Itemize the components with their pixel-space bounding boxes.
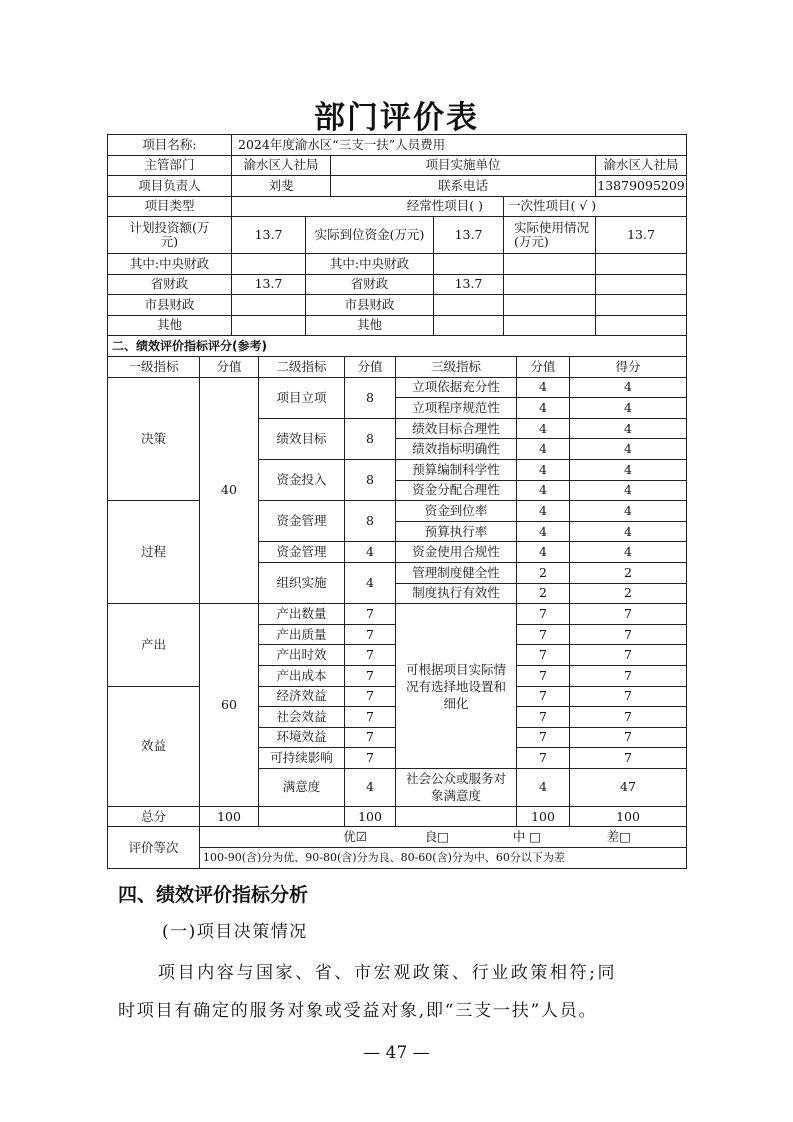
- l3-score: 4: [570, 501, 687, 522]
- l1-process: 过程: [108, 501, 200, 604]
- header-l1: 一级指标: [108, 357, 200, 378]
- central-label-2: 其中:中央财政: [306, 254, 434, 275]
- table-row: [108, 377, 687, 398]
- l2-name: 可持续影响: [259, 748, 345, 769]
- l3-value: 4: [517, 768, 570, 806]
- l2-name: 环境效益: [259, 727, 345, 748]
- l2-value: 7: [345, 727, 396, 748]
- empty-cell: [596, 274, 687, 295]
- l2-value: 8: [345, 377, 396, 418]
- l3-score: 4: [570, 521, 687, 542]
- l1-output: 产出: [108, 604, 200, 686]
- phone-value: 13879095209: [596, 176, 687, 197]
- city-value-1: [232, 295, 306, 316]
- central-label-1: 其中:中央财政: [108, 254, 232, 275]
- dept-label: 主管部门: [108, 155, 232, 176]
- section-4-title: 四、绩效评价指标分析: [118, 884, 309, 906]
- grade-label: 评价等次: [108, 827, 200, 868]
- l3-score: 7: [570, 727, 687, 748]
- l2-value: 7: [345, 748, 396, 769]
- empty-cell: [504, 315, 596, 336]
- table-row: [108, 155, 687, 176]
- paragraph-line-2: 时项目有确定的服务对象或受益对象,即“三支一扶”人员。: [118, 1001, 598, 1021]
- table-row: [108, 254, 687, 275]
- l2-value: 8: [345, 459, 396, 500]
- l2-name: 资金管理: [259, 542, 345, 563]
- empty-cell: [596, 254, 687, 275]
- l3-value: 4: [517, 542, 570, 563]
- l3-value: 7: [517, 686, 570, 707]
- l3-name: 绩效目标合理性: [396, 418, 517, 439]
- l2-name: 产出数量: [259, 604, 345, 625]
- l2-value: 7: [345, 604, 396, 625]
- l3-value: 4: [517, 377, 570, 398]
- l1-benefit: 效益: [108, 686, 200, 806]
- l3-score: 2: [570, 562, 687, 583]
- l3-score: 4: [570, 398, 687, 419]
- l3-score: 7: [570, 645, 687, 666]
- l3-score: 2: [570, 583, 687, 604]
- total-l1-value: 100: [200, 806, 259, 827]
- empty-cell: [504, 274, 596, 295]
- plan-value: 13.7: [232, 217, 306, 254]
- header-l3-value: 分值: [517, 357, 570, 378]
- l3-score: 7: [570, 686, 687, 707]
- l2-value: 7: [345, 665, 396, 686]
- grade-excellent[interactable]: 优☑: [343, 829, 368, 845]
- l3-value: 4: [517, 439, 570, 460]
- l3-value: 4: [517, 459, 570, 480]
- section-2-title: 二、绩效评价指标评分(参考): [108, 336, 687, 357]
- subsection-title: (一)项目决策情况: [162, 922, 308, 942]
- l3-value: 2: [517, 562, 570, 583]
- l2-value: 7: [345, 707, 396, 728]
- type-once: 一次性项目( √ ): [504, 196, 687, 217]
- l2-name: 组织实施: [259, 562, 345, 603]
- table-row: [108, 501, 687, 522]
- l3-name: 管理制度健全性: [396, 562, 517, 583]
- grade-good[interactable]: 良□: [424, 829, 449, 845]
- l3-value: 7: [517, 604, 570, 625]
- type-regular: 经常性项目( ): [232, 196, 504, 217]
- province-value-1: 13.7: [232, 274, 306, 295]
- l3-score: 7: [570, 624, 687, 645]
- l2-name: 社会效益: [259, 707, 345, 728]
- grade-row: [108, 827, 687, 848]
- empty-cell: [396, 806, 517, 827]
- l2-name: 资金投入: [259, 459, 345, 500]
- l3-score: 7: [570, 665, 687, 686]
- type-label: 项目类型: [108, 196, 232, 217]
- central-value-1: [232, 254, 306, 275]
- l3-value: 2: [517, 583, 570, 604]
- l1-decision: 决策: [108, 377, 200, 501]
- table-row: [108, 315, 687, 336]
- grade-poor[interactable]: 差□: [606, 829, 631, 845]
- l3-name: 制度执行有效性: [396, 583, 517, 604]
- l3-value: 7: [517, 665, 570, 686]
- l2-value: 7: [345, 686, 396, 707]
- other-label-1: 其他: [108, 315, 232, 336]
- project-name: 2024年度渝水区“三支一扶”人员费用: [232, 135, 687, 156]
- l2-value: 7: [345, 624, 396, 645]
- city-label-2: 市县财政: [306, 295, 434, 316]
- table-row: [108, 176, 687, 197]
- empty-cell: [596, 295, 687, 316]
- l2-value: 4: [345, 542, 396, 563]
- impl-unit-label: 项目实施单位: [331, 155, 596, 176]
- grade-rule: 100-90(含)分为优、90-80(含)分为良、80-60(含)分为中、60分以下为差: [200, 848, 687, 869]
- paragraph-line-1: 项目内容与国家、省、市宏观政策、行业政策相符;同: [158, 963, 618, 983]
- l2-name: 产出成本: [259, 665, 345, 686]
- dept-value: 渝水区人社局: [232, 155, 331, 176]
- l3-name: 立项依据充分性: [396, 377, 517, 398]
- city-value-2: [434, 295, 504, 316]
- score-table: [107, 356, 687, 869]
- table-row: [108, 135, 687, 156]
- total-label: 总分: [108, 806, 200, 827]
- l3-score: 7: [570, 748, 687, 769]
- table-row: [108, 295, 687, 316]
- l3-score: 47: [570, 768, 687, 806]
- table-row: [108, 336, 687, 357]
- score-header-row: [108, 357, 687, 378]
- other-value-2: [434, 315, 504, 336]
- l2-value: 7: [345, 645, 396, 666]
- l3-name: 立项程序规范性: [396, 398, 517, 419]
- l3-value: 7: [517, 727, 570, 748]
- used-label: 实际使用情况(万元): [504, 217, 596, 254]
- l3-name: 资金使用合规性: [396, 542, 517, 563]
- l2-value: 8: [345, 418, 396, 459]
- leader-value: 刘斐: [232, 176, 331, 197]
- header-l2: 二级指标: [259, 357, 345, 378]
- l2-name: 绩效目标: [259, 418, 345, 459]
- l2-name: 满意度: [259, 768, 345, 806]
- l2-value: 8: [345, 501, 396, 542]
- table-row: [108, 604, 687, 625]
- l3-score: 4: [570, 439, 687, 460]
- total-row: [108, 806, 687, 827]
- page-number: — 47 —: [363, 1043, 430, 1063]
- l3-score: 4: [570, 542, 687, 563]
- impl-unit-value: 渝水区人社局: [596, 155, 687, 176]
- grade-options: [200, 827, 687, 848]
- l2-name: 经济效益: [259, 686, 345, 707]
- empty-cell: [596, 315, 687, 336]
- l3-score: 7: [570, 707, 687, 728]
- province-label-1: 省财政: [108, 274, 232, 295]
- l2-name: 资金管理: [259, 501, 345, 542]
- other-label-2: 其他: [306, 315, 434, 336]
- l3-score: 4: [570, 480, 687, 501]
- l2-value: 4: [345, 562, 396, 603]
- table-row: [108, 196, 687, 217]
- l3-name: 预算编制科学性: [396, 459, 517, 480]
- header-l2-value: 分值: [345, 357, 396, 378]
- l3-value: 4: [517, 418, 570, 439]
- used-value: 13.7: [596, 217, 687, 254]
- grade-medium[interactable]: 中 □: [512, 829, 541, 845]
- l3-name: 绩效指标明确性: [396, 439, 517, 460]
- total-l2-value: 100: [345, 806, 396, 827]
- plan-label: 计划投资额(万元): [108, 217, 232, 254]
- project-info-table: [107, 134, 687, 357]
- l3-name: 社会公众或服务对象满意度: [396, 768, 517, 806]
- l2-name: 项目立项: [259, 377, 345, 418]
- phone-label: 联系电话: [331, 176, 596, 197]
- l3-value: 4: [517, 480, 570, 501]
- actual-value: 13.7: [434, 217, 504, 254]
- l3-value: 7: [517, 624, 570, 645]
- l3-score: 4: [570, 418, 687, 439]
- province-value-2: 13.7: [434, 274, 504, 295]
- l3-score: 7: [570, 604, 687, 625]
- l3-value: 7: [517, 748, 570, 769]
- table-row: [108, 274, 687, 295]
- central-value-2: [434, 254, 504, 275]
- l3-name: 预算执行率: [396, 521, 517, 542]
- header-l1-value: 分值: [200, 357, 259, 378]
- province-label-2: 省财政: [306, 274, 434, 295]
- empty-cell: [504, 254, 596, 275]
- l2-name: 产出时效: [259, 645, 345, 666]
- leader-label: 项目负责人: [108, 176, 232, 197]
- empty-cell: [504, 295, 596, 316]
- l3-value: 4: [517, 398, 570, 419]
- table-row: [108, 217, 687, 254]
- l3-name: 资金分配合理性: [396, 480, 517, 501]
- l3-value: 4: [517, 521, 570, 542]
- l1-value-first: 40: [200, 377, 259, 604]
- total-score: 100: [570, 806, 687, 827]
- l2-name: 产出质量: [259, 624, 345, 645]
- l3-value: 7: [517, 645, 570, 666]
- l1-value-second: 60: [200, 604, 259, 807]
- actual-label: 实际到位资金(万元): [306, 217, 434, 254]
- l3-value: 4: [517, 501, 570, 522]
- other-value-1: [232, 315, 306, 336]
- total-l3-value: 100: [517, 806, 570, 827]
- l3-value: 7: [517, 707, 570, 728]
- empty-cell: [259, 806, 345, 827]
- header-score: 得分: [570, 357, 687, 378]
- l3-score: 4: [570, 459, 687, 480]
- l3-score: 4: [570, 377, 687, 398]
- header-l3: 三级指标: [396, 357, 517, 378]
- l3-merged-note: 可根据项目实际情况有选择地设置和细化: [396, 604, 517, 769]
- city-label-1: 市县财政: [108, 295, 232, 316]
- project-name-label: 项目名称:: [108, 135, 232, 156]
- l2-value: 4: [345, 768, 396, 806]
- l3-name: 资金到位率: [396, 501, 517, 522]
- page-title: 部门评价表: [314, 100, 479, 136]
